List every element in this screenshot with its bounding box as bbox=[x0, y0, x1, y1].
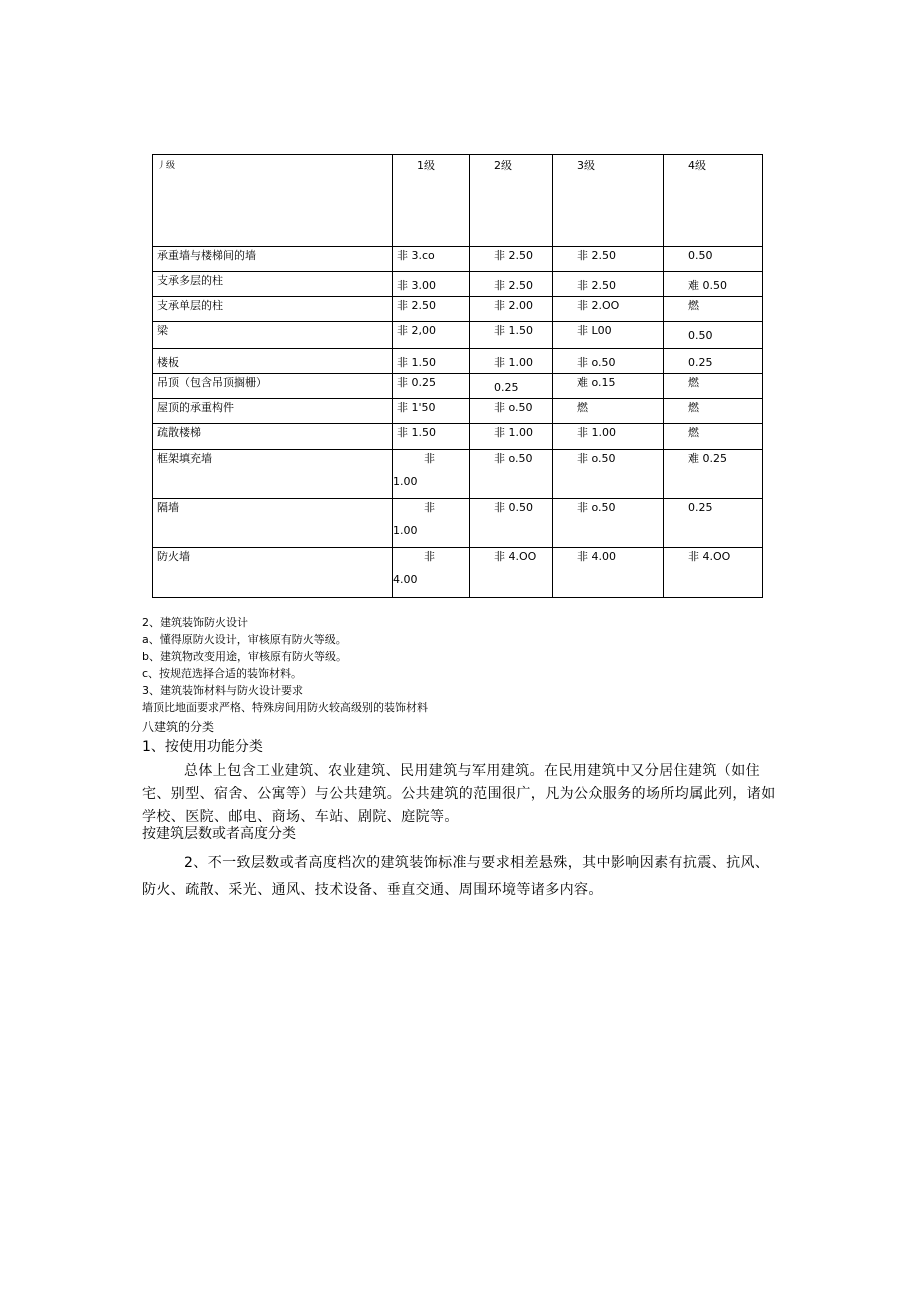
note-line: b、建筑物改变用途，审核原有防火等级。 bbox=[142, 650, 347, 663]
level-1-value: 非 1'50 bbox=[393, 399, 470, 424]
level-2-value: 非 1.00 bbox=[470, 348, 553, 373]
component-name: 楼板 bbox=[153, 348, 393, 373]
level-3-value: 燃 bbox=[553, 399, 664, 424]
table-row bbox=[153, 548, 763, 598]
note-line: 2、建筑装饰防火设计 bbox=[142, 616, 248, 629]
level-2-value: 非 1.00 bbox=[470, 424, 553, 449]
level-3-value: 非 4.00 bbox=[553, 548, 664, 598]
component-name: 吊顶（包含吊顶搁栅） bbox=[153, 373, 393, 398]
level-2-value: 非 1.50 bbox=[470, 322, 553, 348]
level-1-value: 非 4.00 bbox=[393, 548, 470, 598]
section-heading-function: 1、按使用功能分类 bbox=[142, 739, 263, 755]
level-3-value: 非 o.50 bbox=[553, 449, 664, 498]
table-row bbox=[153, 272, 763, 297]
level-3-value: 非 o.50 bbox=[553, 499, 664, 548]
level-2-value: 非 2.00 bbox=[470, 297, 553, 322]
level-3-value: 非 o.50 bbox=[553, 348, 664, 373]
level-4-value: 非 4.OO bbox=[664, 548, 763, 598]
level-2-value: 非 o.50 bbox=[470, 399, 553, 424]
table-header-row bbox=[153, 155, 763, 247]
level-4-value: 燃 bbox=[664, 399, 763, 424]
note-line: a、懂得原防火设计，审核原有防火等级。 bbox=[142, 633, 347, 646]
component-name: 屋顶的承重构件 bbox=[153, 399, 393, 424]
section-heading-height: 按建筑层数或者高度分类 bbox=[142, 826, 296, 842]
component-name: 承重墙与楼梯间的墙 bbox=[153, 246, 393, 271]
table-row bbox=[153, 246, 763, 271]
level-1-value: 非 1.50 bbox=[393, 424, 470, 449]
level-4-value: 0.50 bbox=[664, 322, 763, 348]
table-row bbox=[153, 297, 763, 322]
table-row bbox=[153, 373, 763, 398]
header-corner-cell: 丿级 bbox=[153, 155, 393, 247]
paragraph-height: 2、不一致层数或者高度档次的建筑装饰标准与要求相差悬殊，其中影响因素有抗震、抗风、防火、疏散、采光、通风、技术设备、垂直交通、周围环境等诸多内容。 bbox=[142, 855, 770, 898]
table-row bbox=[153, 348, 763, 373]
table-row bbox=[153, 424, 763, 449]
header-level-1: 1级 bbox=[393, 155, 470, 247]
level-2-value: 0.25 bbox=[470, 373, 553, 398]
table-row bbox=[153, 322, 763, 348]
section-title: 八建筑的分类 bbox=[142, 720, 215, 734]
level-4-value: 难 0.25 bbox=[664, 449, 763, 498]
component-name: 支承多层的柱 bbox=[153, 272, 393, 297]
level-3-value: 非 2.50 bbox=[553, 272, 664, 297]
level-4-value: 燃 bbox=[664, 373, 763, 398]
level-3-value: 难 o.15 bbox=[553, 373, 664, 398]
level-2-value: 非 o.50 bbox=[470, 449, 553, 498]
level-4-value: 难 0.50 bbox=[664, 272, 763, 297]
level-1-value: 非 1.00 bbox=[393, 499, 470, 548]
level-1-value: 非 3.00 bbox=[393, 272, 470, 297]
level-2-value: 非 2.50 bbox=[470, 272, 553, 297]
component-name: 疏散楼梯 bbox=[153, 424, 393, 449]
level-2-value: 非 0.50 bbox=[470, 499, 553, 548]
header-level-4: 4级 bbox=[664, 155, 763, 247]
level-2-value: 非 2.50 bbox=[470, 246, 553, 271]
component-name: 防火墙 bbox=[153, 548, 393, 598]
level-3-value: 非 L00 bbox=[553, 322, 664, 348]
table-row bbox=[153, 399, 763, 424]
fire-design-notes bbox=[142, 614, 428, 716]
table-row bbox=[153, 499, 763, 548]
level-4-value: 0.50 bbox=[664, 246, 763, 271]
level-3-value: 非 2.50 bbox=[553, 246, 664, 271]
component-name: 梁 bbox=[153, 322, 393, 348]
level-1-value: 非 3.co bbox=[393, 246, 470, 271]
component-name: 框架填充墙 bbox=[153, 449, 393, 498]
level-1-value: 非 1.00 bbox=[393, 449, 470, 498]
level-1-value: 非 1.50 bbox=[393, 348, 470, 373]
component-name: 支承单层的柱 bbox=[153, 297, 393, 322]
note-line: c、按规范选择合适的装饰材料。 bbox=[142, 667, 303, 680]
note-line: 墙顶比地面要求严格、特殊房间用防火较高级别的装饰材料 bbox=[142, 701, 428, 714]
component-name: 隔墙 bbox=[153, 499, 393, 548]
fire-rating-table bbox=[152, 154, 763, 598]
header-level-3: 3级 bbox=[553, 155, 664, 247]
level-3-value: 非 1.00 bbox=[553, 424, 664, 449]
level-2-value: 非 4.OO bbox=[470, 548, 553, 598]
note-line: 3、建筑装饰材料与防火设计要求 bbox=[142, 684, 303, 697]
header-level-2: 2级 bbox=[470, 155, 553, 247]
level-4-value: 燃 bbox=[664, 424, 763, 449]
level-1-value: 非 0.25 bbox=[393, 373, 470, 398]
table-row bbox=[153, 449, 763, 498]
level-4-value: 0.25 bbox=[664, 499, 763, 548]
level-3-value: 非 2.OO bbox=[553, 297, 664, 322]
level-4-value: 0.25 bbox=[664, 348, 763, 373]
paragraph-function: 总体上包含工业建筑、农业建筑、民用建筑与军用建筑。在民用建筑中又分居住建筑（如住宅、别型、宿舍、公寓等）与公共建筑。公共建筑的范围很广，凡为公众服务的场所均属此列，诸如学校、医院、邮电、商场、车站、剧院、庭院等。 bbox=[142, 763, 776, 825]
level-1-value: 非 2.50 bbox=[393, 297, 470, 322]
level-1-value: 非 2,00 bbox=[393, 322, 470, 348]
level-4-value: 燃 bbox=[664, 297, 763, 322]
